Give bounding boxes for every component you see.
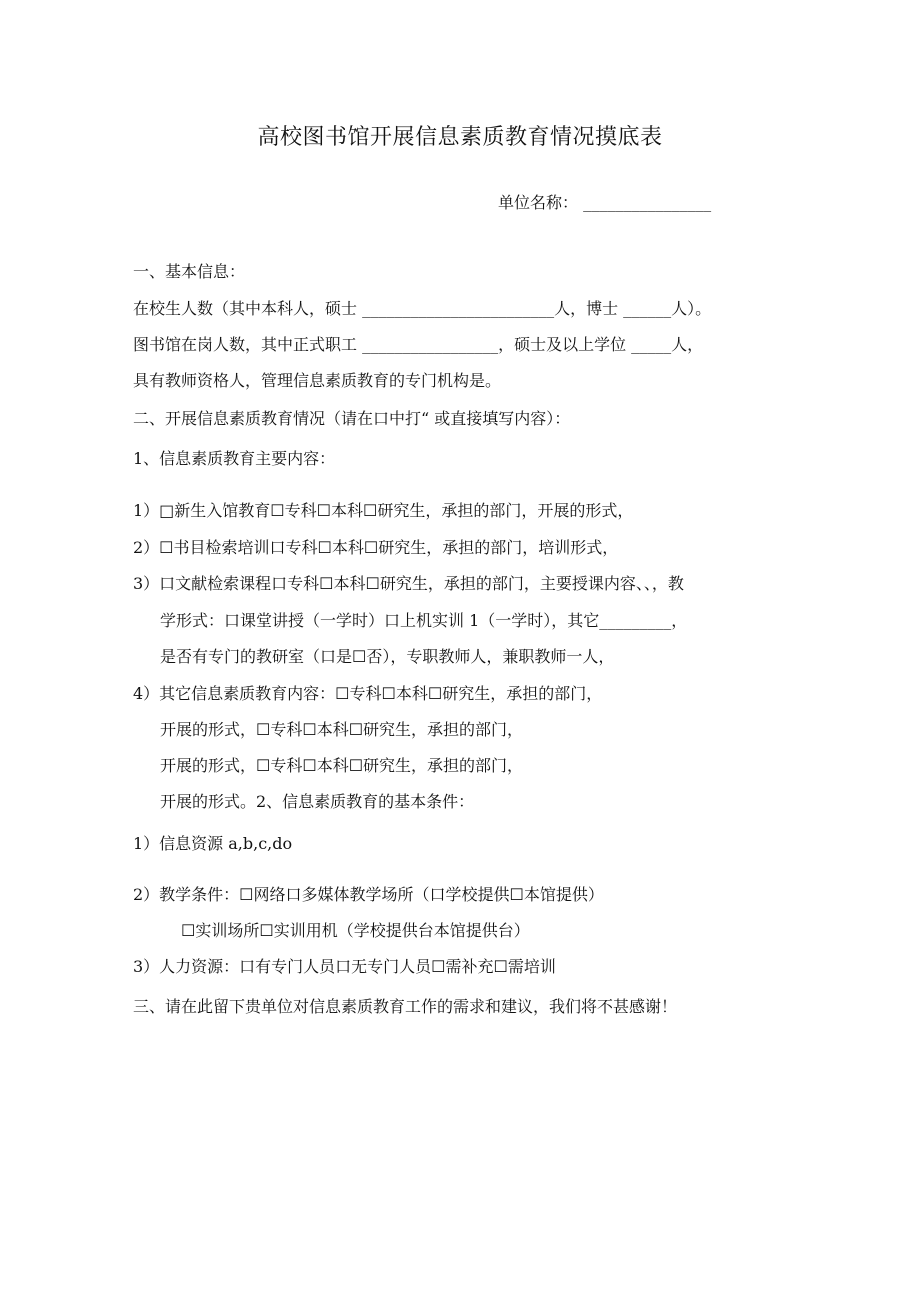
teaching-conditions-line: 2）教学条件：☐网络口多媒体教学场所（口学校提供☐本馆提供） bbox=[133, 885, 604, 904]
item-3-continuation-1: 学形式：口课堂讲授（一学时）口上机实训 1（一学时），其它_________， bbox=[160, 611, 688, 630]
document-title: 高校图书馆开展信息素质教育情况摸底表 bbox=[257, 125, 663, 150]
item-2-line: 2）☐书目检索培训口专科☐本科☐研究生，承担的部门，培训形式， bbox=[133, 538, 619, 557]
item-4-continuation-3: 开展的形式。2、信息素质教育的基本条件： bbox=[160, 792, 475, 811]
staff-count-line: 图书馆在岗人数，其中正式职工 _________________，硕士及以上学位 _____人， bbox=[133, 335, 704, 354]
section-1-heading: 一、基本信息： bbox=[133, 262, 246, 281]
teacher-qualification-line: 具有教师资格人，管理信息素质教育的专门机构是。 bbox=[133, 371, 502, 390]
item-4-continuation-1: 开展的形式，☐专科☐本科☐研究生，承担的部门， bbox=[160, 720, 524, 739]
student-count-line: 在校生人数（其中本科人，硕士 ________________________人，博士 ______人）。 bbox=[133, 299, 712, 318]
training-venue-line: ☐实训场所☐实训用机（学校提供台本馆提供台） bbox=[181, 921, 530, 940]
subsection-1-heading: 1、信息素质教育主要内容： bbox=[133, 449, 336, 468]
item-3-continuation-2: 是否有专门的教研室（口是☐否），专职教师人，兼职教师一人， bbox=[160, 647, 615, 666]
resource-line: 1）信息资源 a,b,c,do bbox=[133, 834, 293, 853]
item-4-line: 4）其它信息素质教育内容：☐专科☐本科☐研究生，承担的部门， bbox=[133, 684, 603, 703]
human-resources-line: 3）人力资源：口有专门人员口无专门人员☐需补充☐需培训 bbox=[133, 957, 556, 976]
section-3-heading: 三、请在此留下贵单位对信息素质教育工作的需求和建议，我们将不甚感谢！ bbox=[133, 997, 678, 1016]
item-3-line: 3）口文献检索课程口专科☐本科☐研究生，承担的部门，主要授课内容、、，教 bbox=[133, 574, 684, 593]
item-1-line: 1）□新生入馆教育☐专科☐本科☐研究生，承担的部门，开展的形式， bbox=[133, 501, 634, 520]
item-4-continuation-2: 开展的形式，☐专科☐本科☐研究生，承担的部门， bbox=[160, 756, 524, 775]
unit-name-field: 单位名称： ________________ bbox=[498, 193, 712, 212]
section-2-heading: 二、开展信息素质教育情况（请在口中打“ 或直接填写内容）： bbox=[133, 409, 571, 428]
